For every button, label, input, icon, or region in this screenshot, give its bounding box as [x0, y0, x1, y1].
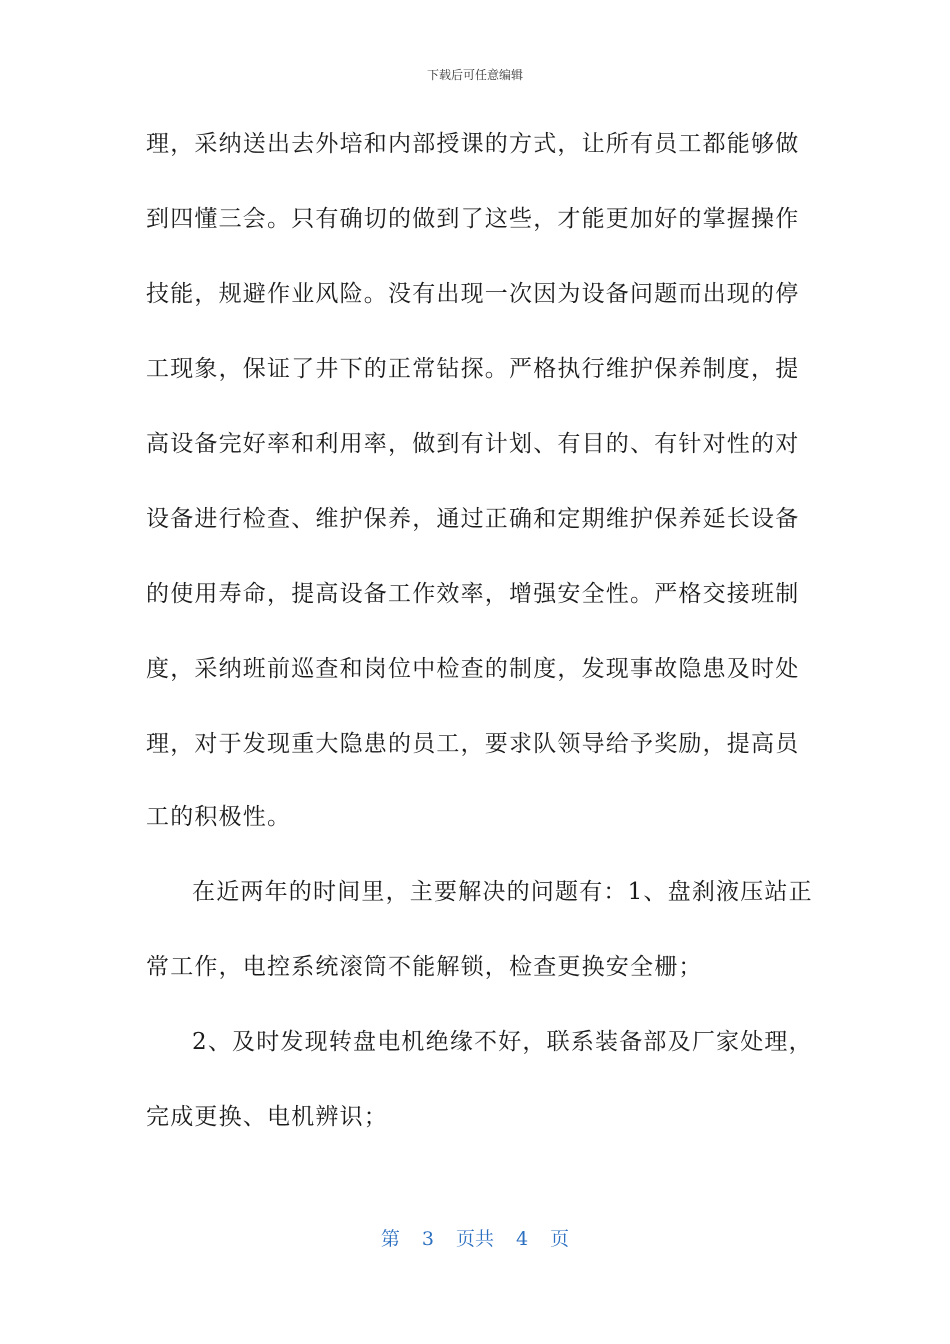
header-note: 下载后可任意编辑	[426, 68, 523, 82]
page-footer	[0, 1226, 950, 1252]
text-line: 高设备完好率和利用率，做到有计划、有目的、有针对性的对	[146, 431, 800, 457]
text-line: 设备进行检查、维护保养，通过正确和定期维护保养延长设备	[146, 506, 800, 532]
text-line: 技能，规避作业风险。没有出现一次因为设备问题而出现的停	[146, 281, 800, 307]
text-line: 完成更换、电机辨识；	[146, 1104, 388, 1130]
text-line: 度，采纳班前巡查和岗位中检查的制度，发现事故隐患及时处	[146, 656, 800, 682]
footer-middle: 页共	[455, 1228, 494, 1250]
text-line: 到四懂三会。只有确切的做到了这些，才能更加好的掌握操作	[146, 206, 800, 232]
text-line: 理，采纳送出去外培和内部授课的方式，让所有员工都能够做	[146, 131, 800, 157]
footer-prefix: 第	[380, 1228, 400, 1250]
text-line: 理，对于发现重大隐患的员工，要求队领导给予奖励，提高员	[146, 731, 800, 757]
text-line: 工的积极性。	[146, 804, 292, 830]
footer-total-pages: 4	[516, 1228, 529, 1250]
text-line: 的使用寿命，提高设备工作效率，增强安全性。严格交接班制	[146, 581, 800, 607]
footer-current-page: 3	[421, 1228, 434, 1250]
paragraph-start-line: 在近两年的时间里，主要解决的问题有：1、盘刹液压站正	[192, 879, 813, 905]
text-line: 常工作，电控系统滚筒不能解锁，检查更换安全栅；	[146, 954, 703, 980]
text-line: 工现象，保证了井下的正常钻探。严格执行维护保养制度，提	[146, 356, 800, 382]
paragraph-start-line: 2、及时发现转盘电机绝缘不好，联系装备部及厂家处理，	[192, 1029, 813, 1055]
footer-suffix: 页	[550, 1228, 570, 1250]
